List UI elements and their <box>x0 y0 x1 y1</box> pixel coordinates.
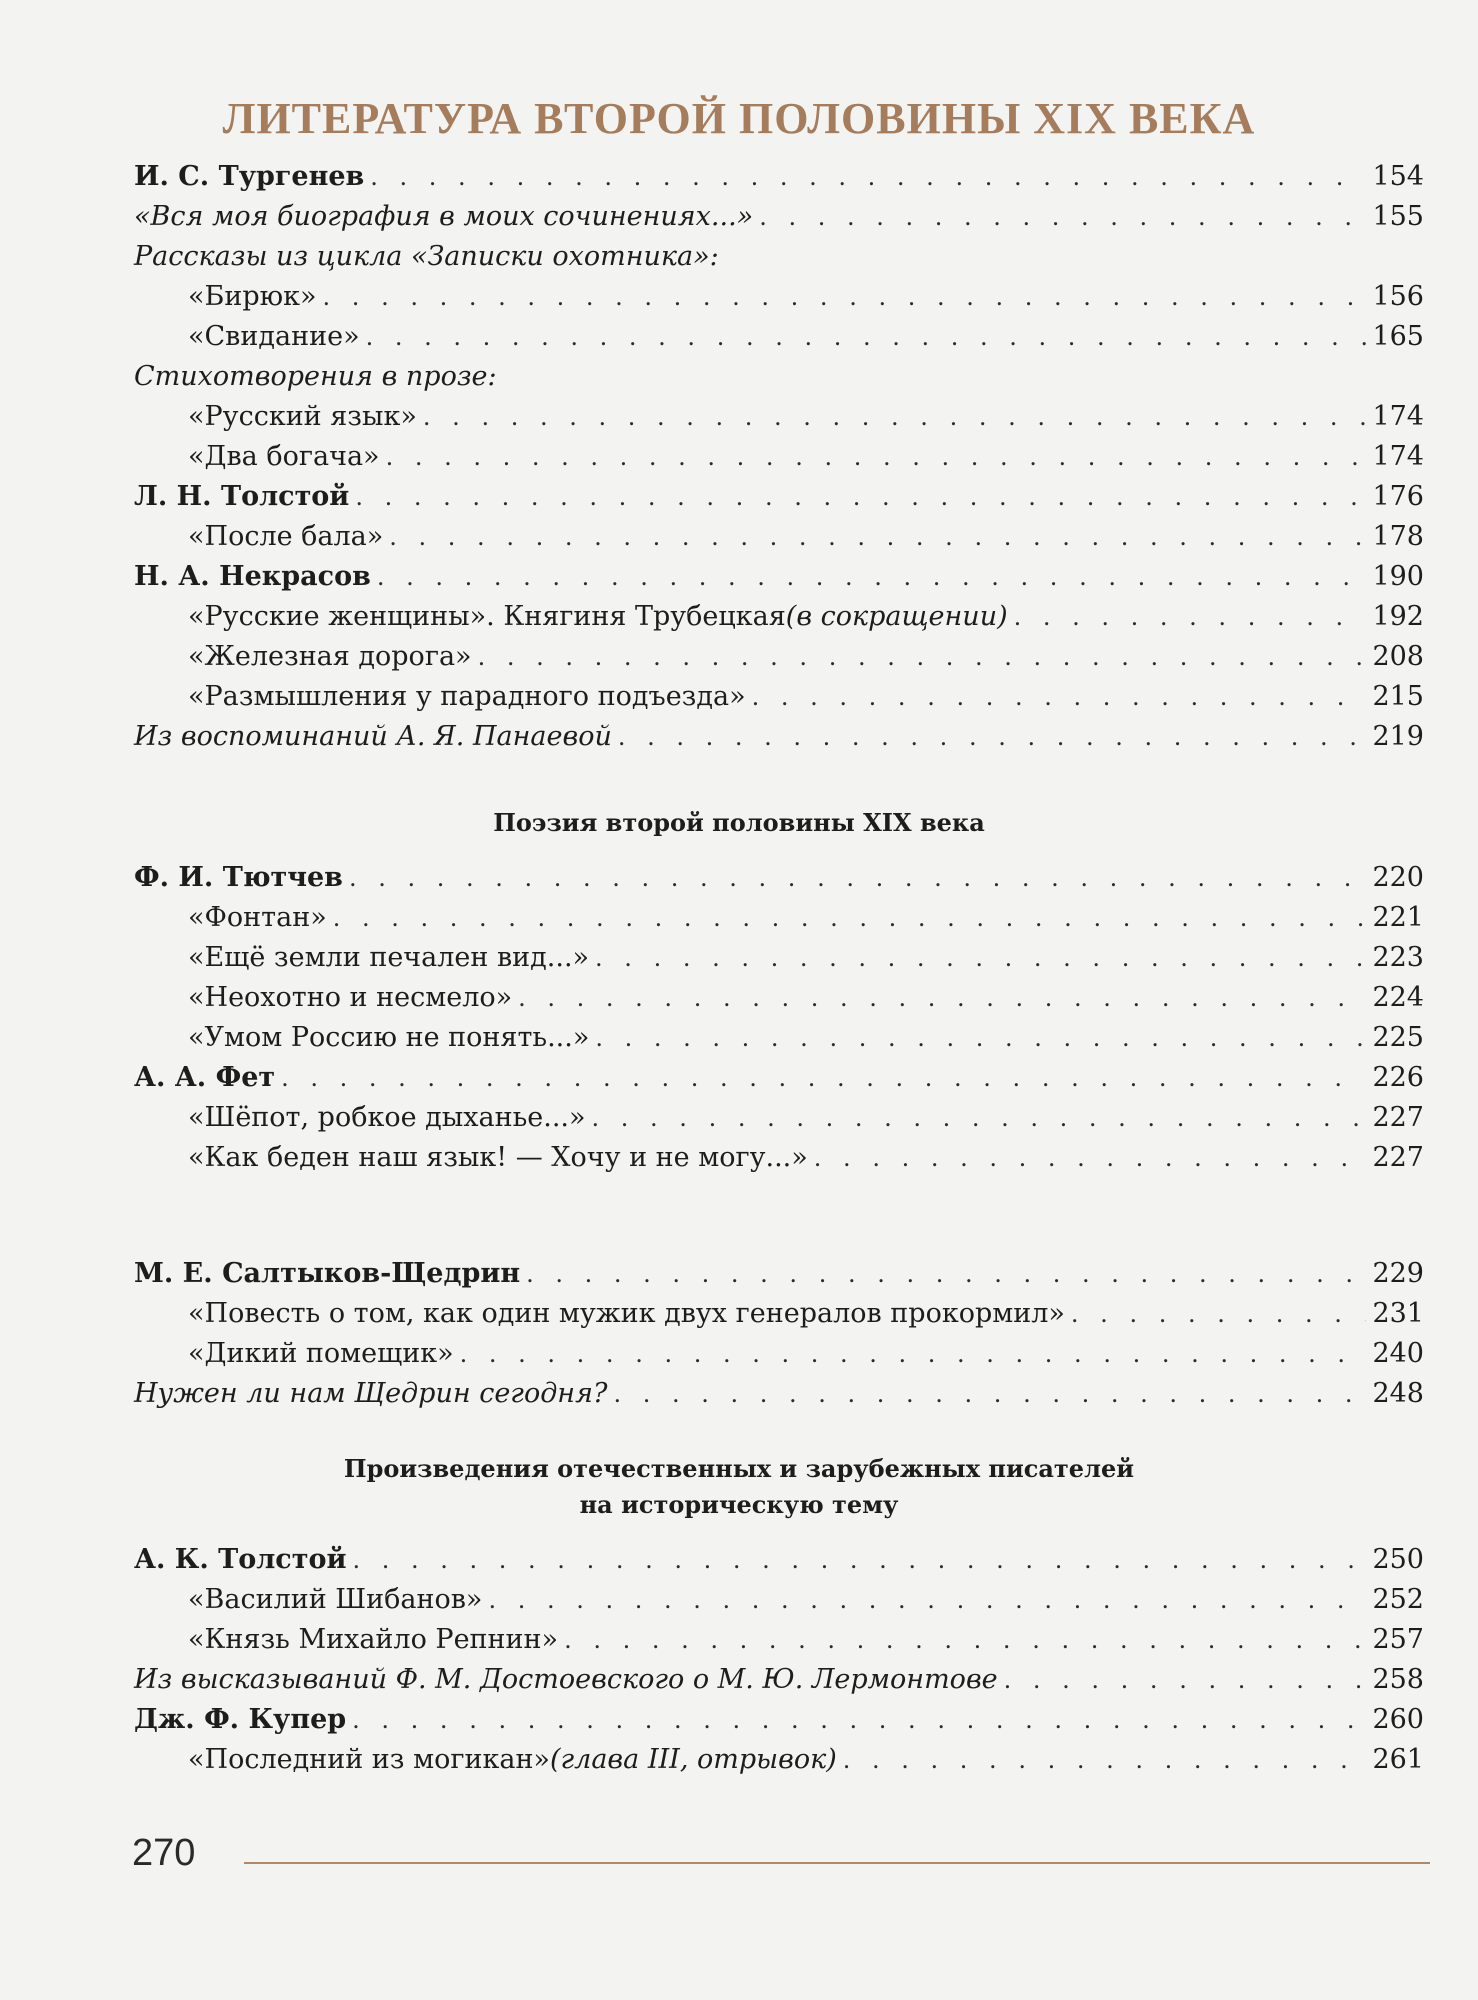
toc-entry-tale-generals[interactable] <box>188 1294 1424 1334</box>
footer-rule <box>244 1862 1430 1864</box>
toc-page-number: 208 <box>1372 641 1424 672</box>
toc-entry-russia-mind[interactable] <box>188 1018 1424 1058</box>
dot-leader <box>281 1058 1366 1098</box>
toc-entry-text: «Русские женщины». Княгиня Трубецкая <box>188 601 786 632</box>
toc-entry-reluctantly[interactable] <box>188 978 1424 1018</box>
toc-page-number: 240 <box>1372 1338 1424 1369</box>
dot-leader <box>389 517 1366 557</box>
toc-entry-text: Из высказываний Ф. М. Достоевского о М. Ю. Лермонтове <box>134 1664 998 1695</box>
toc-entry-fountain[interactable] <box>188 898 1424 938</box>
toc-page-number: 257 <box>1372 1624 1424 1655</box>
toc-page-number: 192 <box>1372 601 1424 632</box>
toc-entry-text: «Два богача» <box>188 441 380 472</box>
toc-entry-text: А. К. Толстой <box>134 1544 347 1575</box>
dot-leader <box>370 157 1366 197</box>
dot-leader <box>1004 1660 1367 1700</box>
dot-leader <box>333 898 1367 938</box>
toc-page-number: 215 <box>1372 681 1424 712</box>
dot-leader <box>518 978 1366 1018</box>
toc-page-number: 219 <box>1372 721 1424 752</box>
toc-entry-panaeva[interactable] <box>134 717 1424 757</box>
dot-leader <box>423 397 1367 437</box>
toc-heading-hunter-cycle: Рассказы из цикла «Записки охотника»: <box>134 241 719 272</box>
toc-entry-wild-landowner[interactable] <box>188 1334 1424 1374</box>
toc-entry-whisper[interactable] <box>188 1098 1424 1138</box>
toc-entry-biryuk[interactable] <box>188 277 1424 317</box>
toc-entry-text: «Вся моя биография в моих сочинениях...» <box>134 201 754 232</box>
dot-leader <box>843 1740 1367 1780</box>
toc-page-number: 248 <box>1372 1378 1424 1409</box>
toc-entry-saltykov[interactable] <box>134 1254 1424 1294</box>
toc-entry-railway[interactable] <box>188 637 1424 677</box>
toc-entry-reflections[interactable] <box>188 677 1424 717</box>
toc-page-number: 174 <box>1372 401 1424 432</box>
toc-entry-text: «Железная дорога» <box>188 641 472 672</box>
toc-page-number: 252 <box>1372 1584 1424 1615</box>
toc-entry-text: «Свидание» <box>188 321 360 352</box>
toc-heading-prose-poems: Стихотворения в прозе: <box>134 361 497 392</box>
toc-entry-tolstoy-ak[interactable] <box>134 1540 1424 1580</box>
toc-entry-text: «Ещё земли печален вид...» <box>188 942 590 973</box>
toc-entry-two-rich[interactable] <box>188 437 1424 477</box>
dot-leader <box>323 277 1367 317</box>
toc-page-number: 258 <box>1372 1664 1424 1695</box>
dot-leader <box>353 1540 1367 1580</box>
dot-leader <box>377 557 1367 597</box>
toc-entry-text: «Дикий помещик» <box>188 1338 454 1369</box>
dot-leader <box>759 197 1366 237</box>
dot-leader <box>526 1254 1366 1294</box>
toc-entry-text: «Князь Михайло Репнин» <box>188 1624 559 1655</box>
dot-leader <box>752 677 1367 717</box>
toc-entry-text: «Умом Россию не понять...» <box>188 1022 590 1053</box>
toc-page-number: 155 <box>1372 201 1424 232</box>
toc-page-number: 174 <box>1372 441 1424 472</box>
toc-entry-svidanie[interactable] <box>188 317 1424 357</box>
toc-entry-dostoevsky[interactable] <box>134 1660 1424 1700</box>
toc-entry-text: Л. Н. Толстой <box>134 481 350 512</box>
toc-page-number: 178 <box>1372 521 1424 552</box>
toc-page-number: 250 <box>1372 1544 1424 1575</box>
toc-entry-text: И. С. Тургенев <box>134 161 365 192</box>
toc-entry-text-italic: (в сокращении) <box>785 601 1008 632</box>
toc-page-number: 223 <box>1372 942 1424 973</box>
dot-leader <box>366 317 1367 357</box>
dot-leader <box>355 477 1366 517</box>
toc-entry-shibanov[interactable] <box>188 1580 1424 1620</box>
toc-page-number: 225 <box>1372 1022 1424 1053</box>
toc-page-number: 220 <box>1372 862 1424 893</box>
dot-leader <box>386 437 1367 477</box>
toc-entry-repnin[interactable] <box>188 1620 1424 1660</box>
toc-entry-text: А. А. Фет <box>134 1062 276 1093</box>
dot-leader <box>613 1374 1366 1414</box>
toc-entry-poor-language[interactable] <box>188 1138 1424 1178</box>
page-number: 270 <box>132 1832 196 1874</box>
toc-entry-mohicans[interactable] <box>188 1740 1424 1780</box>
toc-entry-text: «Неохотно и несмело» <box>188 982 513 1013</box>
dot-leader <box>595 1018 1366 1058</box>
dot-leader <box>349 858 1367 898</box>
toc-page-number: 231 <box>1372 1298 1424 1329</box>
toc-page-number: 227 <box>1372 1102 1424 1133</box>
dot-leader <box>564 1620 1366 1660</box>
toc-entry-text: «Бирюк» <box>188 281 317 312</box>
toc-page-number: 190 <box>1372 561 1424 592</box>
toc-page-number: 221 <box>1372 902 1424 933</box>
toc-page-number: 226 <box>1372 1062 1424 1093</box>
toc-entry-text: «Шёпот, робкое дыханье...» <box>188 1102 586 1133</box>
toc-entry-text: «Последний из могикан» <box>188 1744 550 1775</box>
toc-entry-fet[interactable] <box>134 1058 1424 1098</box>
toc-entry-tyutchev[interactable] <box>134 858 1424 898</box>
toc-entry-text: «После бала» <box>188 521 384 552</box>
toc-entry-russian-language[interactable] <box>188 397 1424 437</box>
toc-entry-text: Дж. Ф. Купер <box>134 1704 347 1735</box>
dot-leader <box>488 1580 1366 1620</box>
toc-page-number: 227 <box>1372 1142 1424 1173</box>
toc-entry-text-italic: (глава III, отрывок) <box>549 1744 837 1775</box>
toc-entry-text: «Повесть о том, как один мужик двух генералов прокормил» <box>188 1298 1065 1329</box>
dot-leader <box>618 717 1367 757</box>
toc-entry-tolstoy-ln[interactable] <box>134 477 1424 517</box>
dot-leader <box>814 1138 1367 1178</box>
toc-entry-text: Ф. И. Тютчев <box>134 862 343 893</box>
dot-leader <box>595 938 1366 978</box>
toc-entry-after-ball[interactable] <box>188 517 1424 557</box>
toc-page-number: 224 <box>1372 982 1424 1013</box>
toc-entry-text: Н. А. Некрасов <box>134 561 371 592</box>
toc-entry-shchedrin-today[interactable] <box>134 1374 1424 1414</box>
dot-leader <box>478 637 1367 677</box>
toc-entry-text: «Василий Шибанов» <box>188 1584 483 1615</box>
section-title-historical-line1: Произведения отечественных и зарубежных писателей <box>343 1454 1135 1483</box>
dot-leader <box>1014 597 1367 637</box>
toc-entry-turgenev[interactable] <box>134 157 1424 197</box>
toc-entry-biography[interactable] <box>134 197 1424 237</box>
toc-entry-text: «Фонтан» <box>188 902 327 933</box>
toc-page-number: 154 <box>1372 161 1424 192</box>
toc-page-number: 260 <box>1372 1704 1424 1735</box>
dot-leader <box>1071 1294 1367 1334</box>
toc-entry-nekrasov[interactable] <box>134 557 1424 597</box>
section-title-historical-line2: на историческую тему <box>579 1490 899 1519</box>
toc-page-number: 261 <box>1372 1744 1424 1775</box>
dot-leader <box>352 1700 1366 1740</box>
toc-entry-text: Из воспоминаний А. Я. Панаевой <box>134 721 612 752</box>
toc-page-number: 156 <box>1372 281 1424 312</box>
page-title: ЛИТЕРАТУРА ВТОРОЙ ПОЛОВИНЫ XIX ВЕКА <box>222 94 1256 143</box>
toc-entry-text: «Русский язык» <box>188 401 417 432</box>
toc-entry-text: Нужен ли нам Щедрин сегодня? <box>134 1378 608 1409</box>
toc-page-number: 229 <box>1372 1258 1424 1289</box>
section-title-poetry: Поэзия второй половины XIX века <box>493 808 985 837</box>
toc-entry-text: М. Е. Салтыков-Щедрин <box>134 1258 521 1289</box>
dot-leader <box>460 1334 1367 1374</box>
toc-entry-text: «Как беден наш язык! — Хочу и не могу...» <box>188 1142 808 1173</box>
toc-entry-text: «Размышления у парадного подъезда» <box>188 681 746 712</box>
dot-leader <box>592 1098 1367 1138</box>
toc-entry-cooper[interactable] <box>134 1700 1424 1740</box>
toc-entry-russian-women[interactable] <box>188 597 1424 637</box>
toc-page-number: 165 <box>1372 321 1424 352</box>
toc-entry-earth-sad[interactable] <box>188 938 1424 978</box>
toc-page-number: 176 <box>1372 481 1424 512</box>
